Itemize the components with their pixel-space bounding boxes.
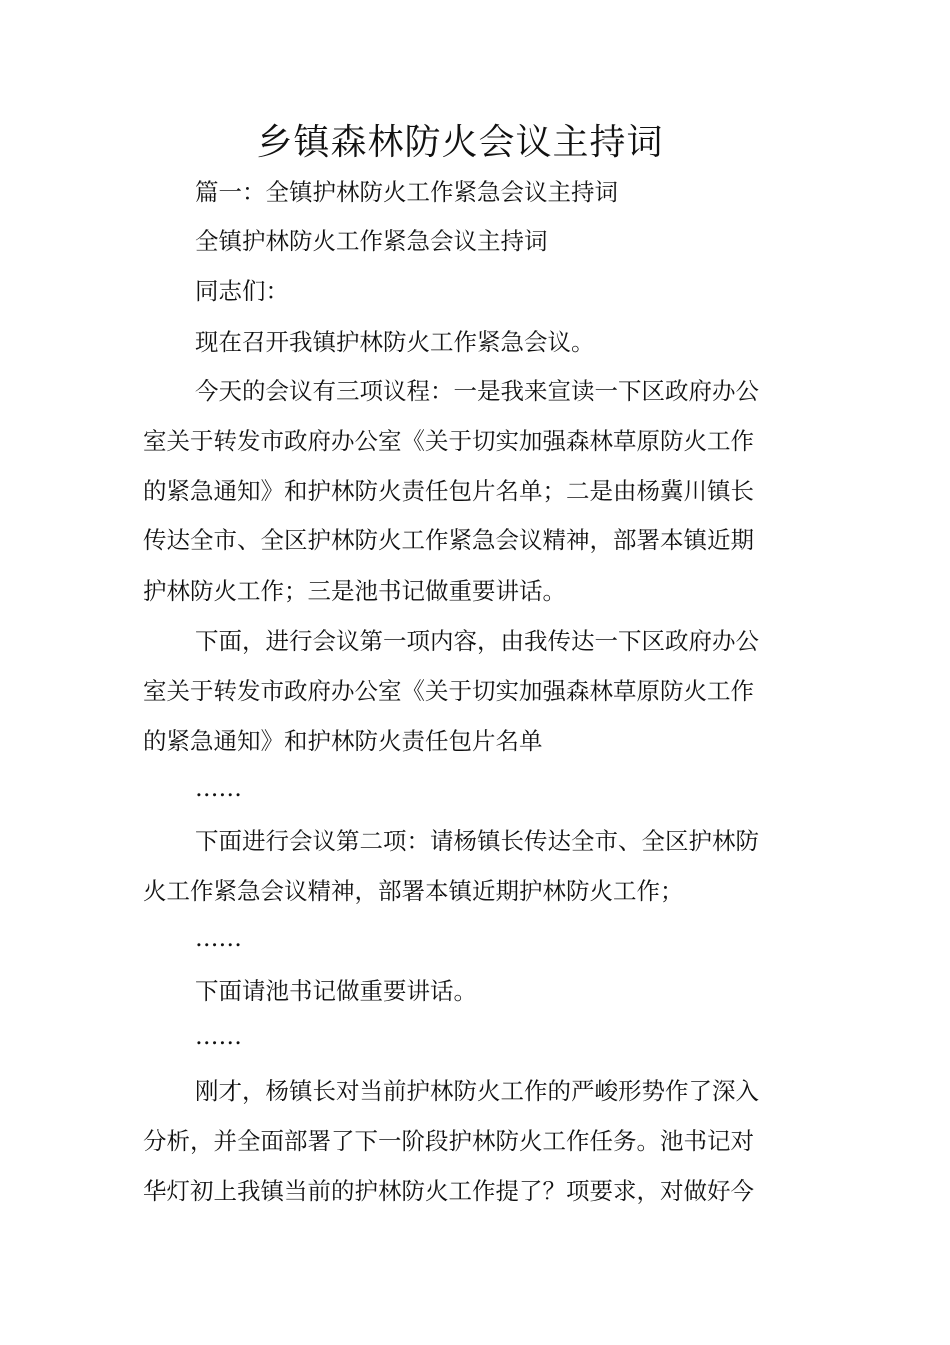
paragraph-line: 今天的会议有三项议程：一是我来宣读一下区政府办公 xyxy=(195,377,759,405)
paragraph-line: 分析，并全面部署了下一阶段护林防火工作任务。池书记对 xyxy=(143,1127,754,1155)
paragraph-line: 下面进行会议第二项：请杨镇长传达全市、全区护林防 xyxy=(195,827,759,855)
section-heading: 篇一：全镇护林防火工作紧急会议主持词 xyxy=(195,178,618,206)
paragraph-line: 室关于转发市政府办公室《关于切实加强森林草原防火工作 xyxy=(143,677,754,705)
paragraph-line: 华灯初上我镇当前的护林防火工作提了？项要求，对做好今 xyxy=(143,1177,754,1205)
paragraph-line: 的紧急通知》和护林防火责任包片名单 xyxy=(143,727,543,755)
subtitle-line: 全镇护林防火工作紧急会议主持词 xyxy=(195,227,548,255)
document-title: 乡镇森林防火会议主持词 xyxy=(256,122,664,163)
ellipsis-line: …… xyxy=(195,924,242,952)
paragraph-line: 下面，进行会议第一项内容，由我传达一下区政府办公 xyxy=(195,627,759,655)
paragraph-line: 现在召开我镇护林防火工作紧急会议。 xyxy=(195,328,595,356)
paragraph-line: 的紧急通知》和护林防火责任包片名单；二是由杨冀川镇长 xyxy=(143,477,754,505)
paragraph-line: 火工作紧急会议精神，部署本镇近期护林防火工作； xyxy=(143,877,684,905)
ellipsis-line: …… xyxy=(195,1022,242,1050)
ellipsis-line: …… xyxy=(195,774,242,802)
paragraph-line: 刚才，杨镇长对当前护林防火工作的严峻形势作了深入 xyxy=(195,1077,759,1105)
paragraph-line: 室关于转发市政府办公室《关于切实加强森林草原防火工作 xyxy=(143,427,754,455)
paragraph-line: 下面请池书记做重要讲话。 xyxy=(195,977,477,1005)
paragraph-line: 护林防火工作；三是池书记做重要讲话。 xyxy=(143,577,566,605)
paragraph-line: 传达全市、全区护林防火工作紧急会议精神，部署本镇近期 xyxy=(143,526,754,554)
greeting-line: 同志们： xyxy=(195,277,289,305)
